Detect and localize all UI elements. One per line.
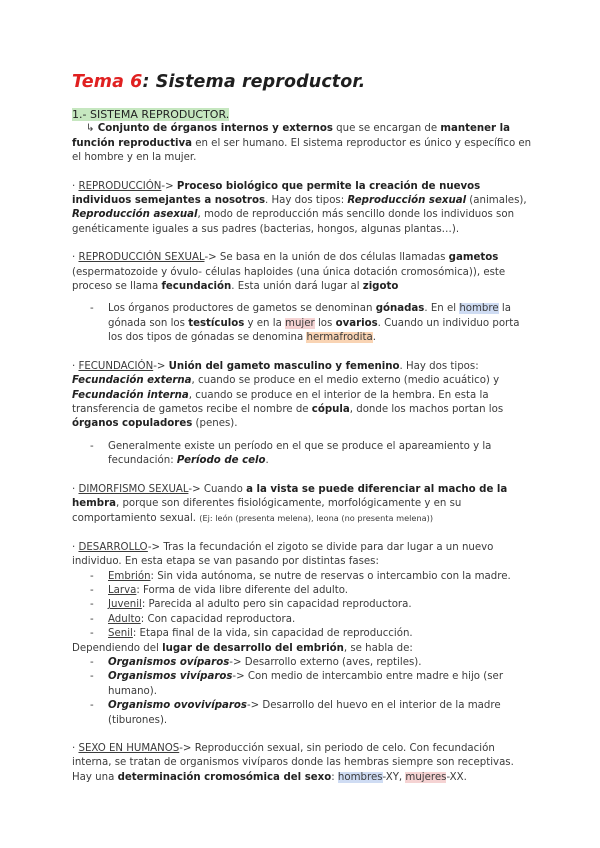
section-definition: ↳ Conjunto de órganos internos y externos que se encargan de mantener la función reproductiva en el ser humano. El sistema reproductor es único y específico en el hombre y en la mujer. <box>72 123 532 164</box>
bullet-list <box>72 302 532 345</box>
bullet-list <box>72 440 532 469</box>
section-sexo-en-humanos <box>72 742 532 785</box>
term-label: REPRODUCCIÓN SEXUAL <box>78 252 205 264</box>
term-label: FECUNDACIÓN <box>78 360 154 372</box>
paragraph: · SEXO EN HUMANOS-> Reproducción sexual, sin periodo de celo. Con fecundación interna, se tratan de organismos vivíparos donde las hembras siempre son receptivas. Hay una determinación cromosómica del sexo: hombres-XY, mujeres-XX. <box>72 743 514 783</box>
section-reproduccion-sexual <box>72 251 532 345</box>
paragraph: · DIMORFISMO SEXUAL-> Cuando a la vista se puede diferenciar al macho de la hembra, porque son diferentes fisiológicamente, morfológicamente y en su comportamiento sexual. (Ej: león (presenta melena), leona (no presenta melena)) <box>72 483 508 525</box>
page-title <box>72 72 365 92</box>
list-item: - Generalmente existe un período en el que se produce el apareamiento y la fecundación: Período de celo. <box>72 440 532 469</box>
list-item: - Los órganos productores de gametos se denominan gónadas. En el hombre la gónada son los testículos y en la mujer los ovarios. Cuando un individuo porta los dos tipos de gónadas se denomina hermafrodita. <box>72 302 532 345</box>
list-item: - Juvenil: Parecida al adulto pero sin capacidad reproductora. <box>72 598 532 612</box>
list-item: - Organismos vivíparos-> Con medio de intercambio entre madre e hijo (ser humano). <box>72 670 532 699</box>
list-item: - Organismo ovovivíparos-> Desarrollo del huevo en el interior de la madre (tiburones). <box>72 699 532 728</box>
section-dimorfismo-sexual <box>72 483 532 527</box>
example-note: (Ej: león (presenta melena), leona (no presenta melena)) <box>199 513 434 524</box>
paragraph: · REPRODUCCIÓN SEXUAL-> Se basa en la unión de dos células llamadas gametos (espermatozoide y óvulo- células haploides (una única dotación cromosómica)), este proceso se llama fecundación. Esta unión dará lugar al zigoto <box>72 252 506 293</box>
list-item: - Embrión: Sin vida autónoma, se nutre de reservas o intercambio con la madre. <box>72 570 532 584</box>
phases-list <box>72 570 532 642</box>
section-sistema-reproductor <box>72 108 532 166</box>
term-label: SEXO EN HUMANOS <box>78 743 180 755</box>
paragraph: · DESARROLLO-> Tras la fecundación el zigoto se divide para dar lugar a un nuevo individuo. En esta etapa se van pasando por distintas fases: <box>72 541 494 568</box>
list-item: - Senil: Etapa final de la vida, sin capacidad de reproducción. <box>72 627 532 641</box>
types-list <box>72 656 532 728</box>
section-reproduccion <box>72 180 532 238</box>
section-heading: 1.- SISTEMA REPRODUCTOR. <box>72 108 230 121</box>
list-item: - Adulto: Con capacidad reproductora. <box>72 613 532 627</box>
list-item: - Organismos ovíparos-> Desarrollo externo (aves, reptiles). <box>72 656 532 670</box>
paragraph: · REPRODUCCIÓN-> Proceso biológico que permite la creación de nuevos individuos semejantes a nosotros. Hay dos tipos: Reproducción sexual (animales), Reproducción asexual, modo de reproducción más sencillo donde los individuos son genéticamente iguales a sus padres (bacterias, hongos, algunas plantas…). <box>72 180 527 235</box>
title-topic-number: Tema 6 <box>72 72 143 92</box>
term-label: DIMORFISMO SEXUAL <box>78 483 189 495</box>
paragraph: · FECUNDACIÓN-> Unión del gameto masculino y femenino. Hay dos tipos: Fecundación externa, cuando se produce en el medio externo (medio acuático) y Fecundación interna, cuando se produce en el interior de la hembra. En esta la transferencia de gametos recibe el nombre de cópula, donde los machos portan los órganos copuladores (penes). <box>72 360 504 430</box>
list-item: - Larva: Forma de vida libre diferente del adulto. <box>72 584 532 598</box>
section-desarrollo <box>72 541 532 728</box>
section-fecundacion <box>72 360 532 469</box>
title-topic-name: : Sistema reproductor. <box>142 72 366 92</box>
paragraph: Dependiendo del lugar de desarrollo del embrión, se habla de: <box>72 642 413 654</box>
term-label: REPRODUCCIÓN <box>78 180 162 192</box>
term-label: DESARROLLO <box>78 541 148 553</box>
notes-body <box>72 108 532 785</box>
